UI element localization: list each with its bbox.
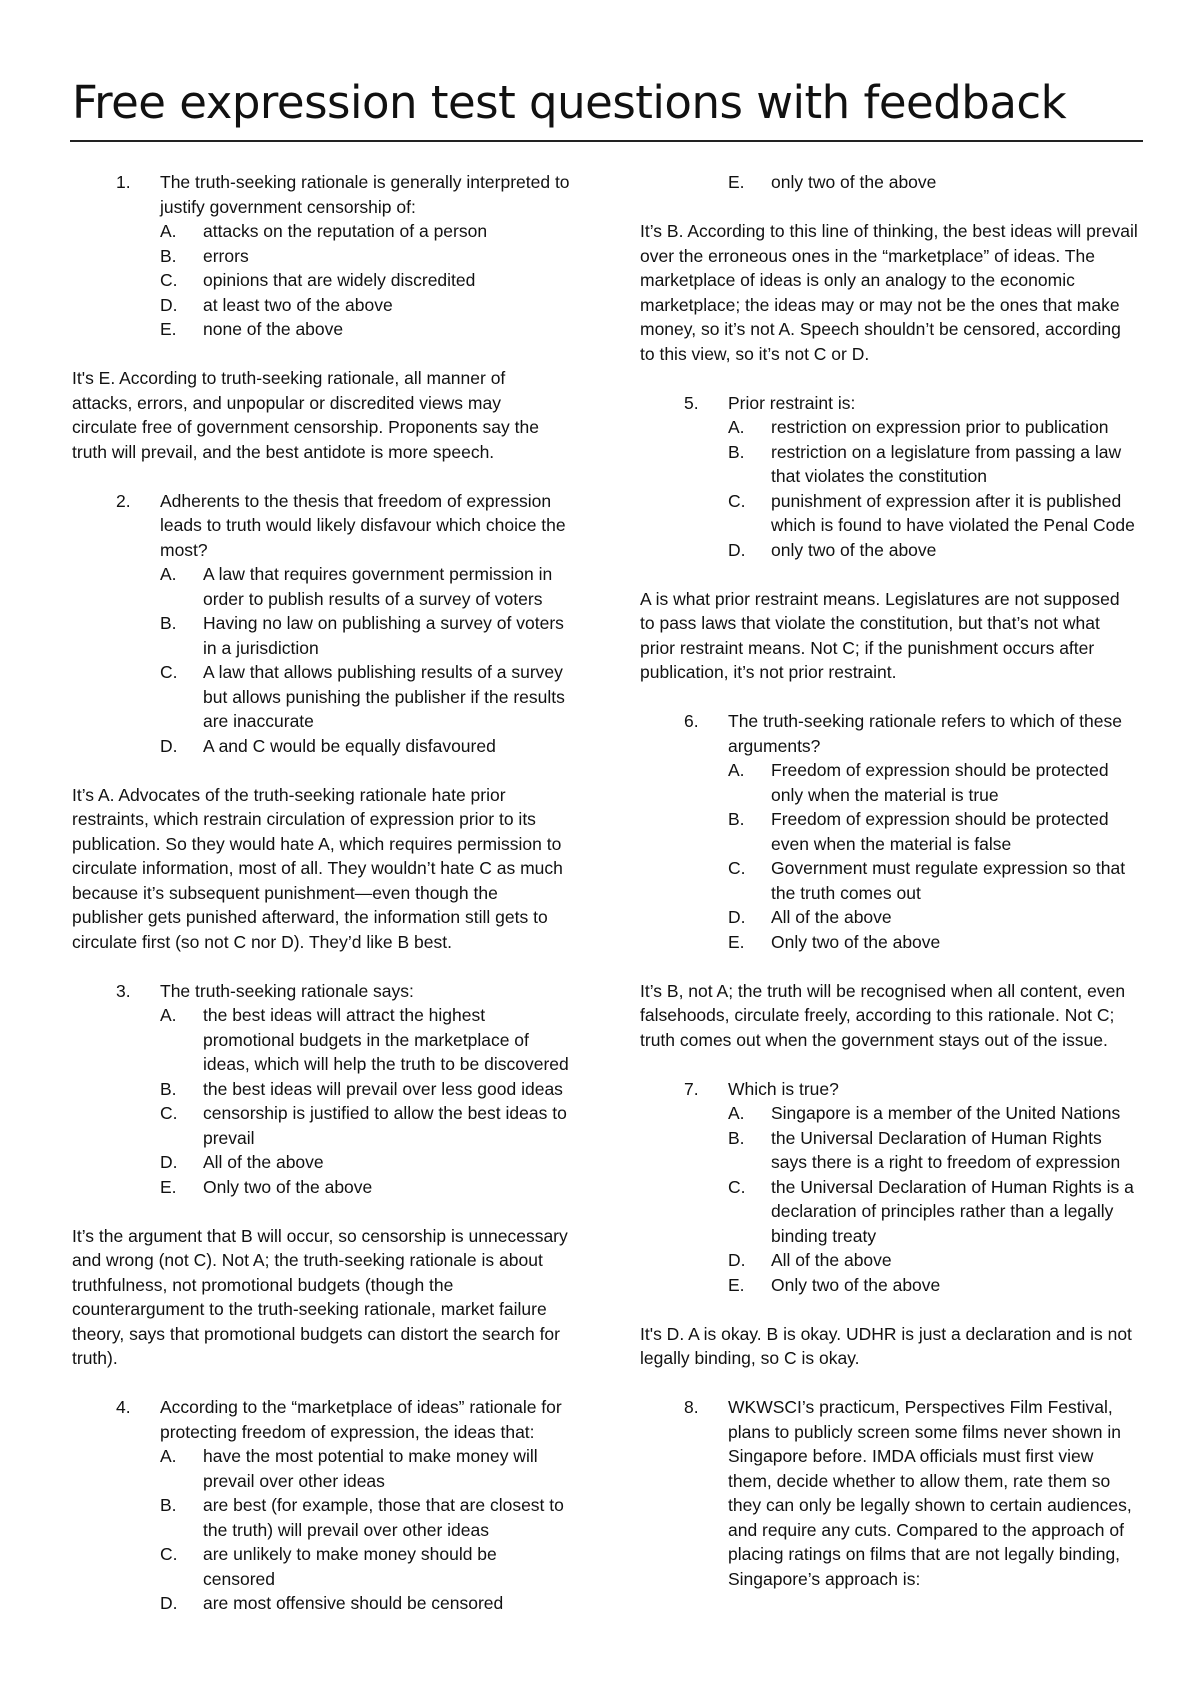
option-text: only two of the above [771,172,937,192]
feedback-5: A is what prior restraint means. Legislatures are not supposed to pass laws that violate the constitution, but that’s not what prior restraint means. Not C; if the punishment occurs after publication, it’s not prior restraint. [640,588,1120,682]
option-letter: E. [728,1274,745,1295]
option-text: Only two of the above [203,1176,373,1197]
question-number: 2. [116,490,131,511]
option-d [728,538,1138,563]
option-list [160,1444,570,1616]
option-list [160,562,570,758]
option-letter: A. [160,221,177,241]
option-e [160,1175,570,1200]
option-letter: E. [160,1176,177,1197]
option-text: the best ideas will prevail over less good ideas [203,1078,563,1099]
feedback-7: It's D. A is okay. B is okay. UDHR is just a declaration and is not legally binding, so C is okay. [640,1323,1132,1368]
option-text: are unlikely to make money should be censored [203,1544,497,1589]
question-number: 4. [116,1397,131,1417]
question-number: 8. [684,1397,699,1417]
option-c [160,1542,570,1591]
option-letter: C. [728,1176,746,1197]
option-letter: E. [728,172,745,192]
option-c [160,1101,570,1150]
option-letter: C. [160,662,178,682]
option-c [728,856,1138,905]
option-letter: C. [160,1544,178,1564]
option-e [728,1273,1138,1298]
option-text: only two of the above [771,539,937,560]
option-a [160,219,570,244]
option-letter: D. [728,907,746,927]
option-b [728,807,1138,856]
option-text: the Universal Declaration of Human Rights says there is a right to freedom of expression [771,1127,1121,1172]
option-text: restriction on a legislature from passing a law that violates the constitution [771,441,1122,486]
option-a [728,1101,1138,1126]
option-d [728,1248,1138,1273]
option-b [160,1077,570,1102]
option-text: Only two of the above [771,1274,941,1295]
option-letter: D. [160,1593,178,1613]
left-column [72,170,570,1616]
option-letter: B. [160,245,177,266]
question-8 [640,1395,1138,1591]
option-text: the best ideas will attract the highest promotional budgets in the marketplace of ideas, which will help the truth to be discovered [203,1005,569,1074]
option-text: All of the above [203,1152,324,1172]
option-d [160,734,570,759]
option-c [728,489,1138,538]
option-text: Having no law on publishing a survey of voters in a jurisdiction [203,613,564,658]
option-text: Singapore is a member of the United Nations [771,1103,1121,1123]
option-list [160,1003,570,1199]
option-a [160,1003,570,1077]
question-2 [72,489,570,759]
feedback-3: It’s the argument that B will occur, so censorship is unnecessary and wrong (not C). Not A; the truth-seeking rationale is about truthfulness, not promotional budgets (though the counterargument to the truth-seeking rationale, market failure theory, says that promotional budgets can distort the search for truth). [72,1225,568,1368]
option-letter: C. [160,270,178,290]
question-text: Adherents to the thesis that freedom of expression leads to truth would likely disfavour which choice the most? [160,490,566,560]
option-d [160,1591,570,1616]
option-list [728,1101,1138,1297]
option-text: the Universal Declaration of Human Rights is a declaration of principles rather than a legally binding treaty [771,1176,1134,1246]
option-c [160,268,570,293]
option-letter: D. [160,735,178,756]
feedback-1: It's E. According to truth-seeking rationale, all manner of attacks, errors, and unpopular or discredited views may circulate free of government censorship. Proponents say the truth will prevail, and the best antidote is more speech. [72,368,539,462]
question-4 [72,1395,570,1616]
option-letter: A. [160,1446,177,1466]
option-c [160,660,570,734]
option-text: Only two of the above [771,931,941,952]
option-text: none of the above [203,319,344,339]
option-letter: D. [728,1250,746,1270]
option-text: punishment of expression after it is published which is found to have violated the Penal Code [771,490,1135,535]
option-a [728,415,1138,440]
question-text: Which is true? [728,1078,839,1099]
option-list [728,415,1138,562]
question-7 [640,1077,1138,1298]
option-letter: A. [728,417,745,437]
option-text: have the most potential to make money will prevail over other ideas [203,1446,538,1491]
question-text: According to the “marketplace of ideas” rationale for protecting freedom of expression, the ideas that: [160,1397,562,1442]
option-text: A law that requires government permission in order to publish results of a survey of voters [203,564,553,609]
option-text: attacks on the reputation of a person [203,221,488,241]
option-text: Freedom of expression should be protected even when the material is false [771,809,1109,854]
option-list [728,758,1138,954]
option-e [728,170,1138,195]
option-text: All of the above [771,907,892,927]
option-a [160,562,570,611]
option-letter: B. [160,1078,177,1099]
question-3 [72,979,570,1200]
option-text: censorship is justified to allow the best ideas to prevail [203,1103,567,1148]
feedback-4: It’s B. According to this line of thinking, the best ideas will prevail over the erroneous ones in the “marketplace” of ideas. The marketplace of ideas is only an analogy to the economic marketplace; the ideas may or may not be the ones that make money, so it’s not A. Speech shouldn’t be censored, according to this view, so it’s not C or D. [640,221,1138,364]
option-letter: B. [728,809,745,829]
question-number: 3. [116,980,131,1001]
option-letter: C. [160,1103,178,1123]
option-letter: D. [160,1152,178,1172]
option-d [160,293,570,318]
option-text: Freedom of expression should be protected only when the material is true [771,760,1109,805]
option-text: Government must regulate expression so that the truth comes out [771,858,1126,903]
option-letter: A. [160,564,177,584]
question-5 [640,391,1138,563]
option-d [728,905,1138,930]
option-letter: B. [728,441,745,462]
question-number: 6. [684,711,699,731]
option-letter: B. [160,1495,177,1515]
option-text: are best (for example, those that are closest to the truth) will prevail over other ideas [203,1495,564,1540]
option-letter: C. [728,858,746,878]
question-text: WKWSCI’s practicum, Perspectives Film Festival, plans to publicly screen some films never shown in Singapore before. IMDA officials must first view them, decide whether to allow them, rate them so they can only be legally shown to certain audiences, and require any cuts. Compared to the approach of placing ratings on films that are not legally binding, Singapore’s approach is: [728,1397,1132,1589]
option-b [160,244,570,269]
option-text: All of the above [771,1250,892,1270]
feedback-6: It’s B, not A; the truth will be recognised when all content, even falsehoods, circulate freely, according to this rationale. Not C; truth comes out when the government stays out of the issue. [640,980,1126,1050]
option-letter: B. [160,613,177,633]
option-b [160,1493,570,1542]
option-letter: A. [160,1005,177,1025]
option-text: opinions that are widely discredited [203,270,476,290]
page-title: Free expression test questions with feedback [72,76,1067,129]
option-e [728,930,1138,955]
option-e [160,317,570,342]
question-text: The truth-seeking rationale is generally interpreted to justify government censorship of: [160,172,570,217]
option-d [160,1150,570,1175]
option-text: at least two of the above [203,294,393,315]
option-letter: E. [728,931,745,952]
option-letter: D. [160,294,178,315]
option-c [728,1175,1138,1249]
option-b [160,611,570,660]
option-a [160,1444,570,1493]
option-letter: D. [728,539,746,560]
question-number: 7. [684,1078,699,1099]
question-text: The truth-seeking rationale refers to which of these arguments? [728,711,1122,756]
question-1 [72,170,570,342]
option-letter: A. [728,1103,745,1123]
title-divider [70,140,1143,142]
question-text: Prior restraint is: [728,392,856,413]
option-text: are most offensive should be censored [203,1593,504,1613]
option-list [160,219,570,342]
option-a [728,758,1138,807]
right-column [640,170,1138,1591]
option-letter: B. [728,1127,745,1148]
option-b [728,440,1138,489]
question-number: 1. [116,172,131,192]
option-letter: A. [728,760,745,780]
question-6 [640,709,1138,954]
option-b [728,1126,1138,1175]
option-text: errors [203,245,249,266]
question-4-continued [640,170,1138,195]
option-text: A law that allows publishing results of a survey but allows punishing the publisher if the results are inaccurate [203,662,565,731]
option-letter: C. [728,490,746,511]
option-text: restriction on expression prior to publication [771,417,1109,437]
question-number: 5. [684,392,699,413]
feedback-2: It’s A. Advocates of the truth-seeking rationale hate prior restraints, which restrain circulation of expression prior to its publication. So they would hate A, which requires permission to circulate information, most of all. They wouldn’t hate C as much because it’s subsequent punishment—even though the publisher gets punished afterward, the information still gets to circulate first (so not C nor D). They’d like B best. [72,784,563,952]
question-text: The truth-seeking rationale says: [160,980,414,1001]
option-text: A and C would be equally disfavoured [203,735,496,756]
option-letter: E. [160,319,177,339]
